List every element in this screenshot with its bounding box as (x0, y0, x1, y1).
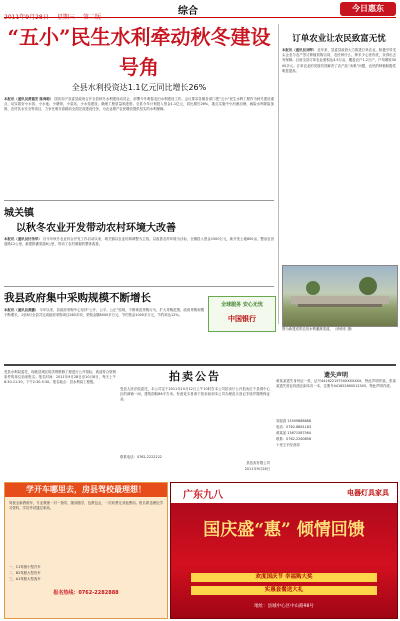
top-article (4, 20, 274, 195)
driving-school-item-3: 三、A1驾照大型客车 (9, 577, 41, 581)
right-notice-line-3: 黄某某 13671587564 (276, 431, 311, 435)
section-divider (4, 364, 396, 366)
store-brand: 广东九八 (183, 490, 223, 501)
right-notice-line-5: 十里王平经营部 (276, 443, 300, 447)
auction-notice (120, 368, 270, 478)
driving-school-title: 学开车哪里去，房县驾校最理想！ (5, 483, 167, 497)
mid-article-body: 自今年秋冬农业综合开发工作启动以来，城关镇以农业结构调整为主线，以改善农村环境为目标，全镇投入资金1500万元，新开发土地800亩，整治农田道路12公里，新建排灌渠道8公里，带动了农村面貌的整体改善。 (4, 237, 274, 247)
auction-date: 2011年9月28日 (244, 467, 270, 471)
auction-company: 县拍卖有限公司 (246, 461, 270, 465)
store-brand-2: 电器灯具家具 (347, 489, 389, 497)
right-notice (276, 370, 396, 480)
mid-article-title: 城关镇 (4, 208, 34, 219)
top-article-body: 国庆前夕县委县政府召开全县秋冬水利建设动员会，部署今冬明春农田水利建设工作。会议要求各镇各部门把“五小”民生水利工程作为秋冬建设重点，切实抓好小水窖、小水池、小塘坝、小泵站、小水渠建设，确保工程质量和进度。全县今年计划投入资金1.1亿元，同比增长26%，重点实施中小河流治理、病险水库除险加固、农村饮水安全等项目，力争在明年春耕前全面完成建设任务，为农业增产农民增收提供坚实的水利保障。 (4, 97, 274, 112)
mid-article-subtitle: 以秋冬农业开发带动农村环境大改善 (16, 223, 176, 234)
paper-logo-text: 今日惠东 (352, 4, 384, 13)
news-photo (282, 265, 398, 327)
header-rule (4, 17, 396, 18)
right-article-byline: 本报讯（通讯员刘晖） (282, 48, 317, 52)
store-footer: 地址：县城中心区中山路98号 (254, 604, 314, 609)
mid-article-byline: 本报讯（通讯员付伟华） (4, 237, 42, 241)
photo-caption: 图为新建成的农田水利灌溉渠道。（徐伟东 摄） (282, 327, 355, 331)
store-line-1: 欢度国庆节 幸福购大奖 (191, 573, 377, 582)
store-ad[interactable] (170, 482, 398, 619)
masthead (0, 0, 400, 20)
right-article-body: 近年来，县委县政府大力推进订单农业，积极引导龙头企业与农户签订种植收购合同，农民种什么、种多少心里有底，卖得出去有保障。目前全县订单农业面积达3.5万亩，覆盖农户1.2万户，户均增收3000多元。订单农业的发展有效解决了农产品“卖难”问题，农民的种植积极性明显提高。 (282, 48, 396, 73)
procurement-title: 我县政府集中采购规模不断增长 (4, 292, 151, 304)
bank-ad-slogan: 全球服务 安心无忧 (221, 302, 263, 308)
section-title: 综合 (178, 6, 198, 17)
photo-landscape-graphic (283, 266, 397, 326)
mid-article-body-wrap (4, 237, 274, 285)
bank-rule (4, 286, 274, 287)
top-article-title: “五小”民生水利牵动秋冬建设号角 (7, 25, 271, 79)
bank-ad[interactable] (208, 296, 276, 332)
left-notice: 受县水利局委托，现就县城区防洪堤维修工程进行公开招标，欢迎符合资格条件的单位前来报名。报名时间：2011年9月28日至10月8日，每天上午8:30-11:30，下午2:30-5:30。报名地点：县水利局工程股。 (4, 370, 116, 385)
driving-school-item-1: 一、C1驾照小型汽车 (9, 565, 41, 569)
right-notice-line-4: 联系：0762-2260856 (276, 437, 312, 441)
procurement-article (4, 290, 204, 360)
right-article (282, 24, 396, 264)
driving-school-body: 驾校全新教练车，专业教练一对一指导，随到随学，包教包会，一次收费无其他费用。报名即送理论学习资料，学员考试通过率高。 (9, 501, 163, 511)
right-notice-line-1: 刘迎春 13509888888 (276, 419, 311, 423)
bank-ad-name: 中国银行 (228, 315, 256, 323)
right-article-body-wrap (282, 48, 396, 263)
procurement-byline: 本报讯（通讯员黄鹏） (4, 308, 39, 312)
paper-logo (340, 2, 396, 16)
right-notice-title: 遗失声明 (323, 372, 348, 379)
auction-body: 受县人民法院委托，本公司定于2011年10月12日上午10时在本公司拍卖厅公开拍卖位于县城中心区的商铺一间，建筑面积86平方米。有意竞买者请于拍卖前到本公司办理竞买登记手续并缴纳保证金。 (120, 387, 270, 402)
auction-contact: 联系电话：0762-2222222 (120, 455, 162, 459)
column-divider (278, 24, 279, 324)
driving-school-ad[interactable] (4, 482, 168, 619)
store-ad-topbar (171, 483, 397, 503)
auction-title: 拍卖公告 (169, 370, 221, 383)
mid-rule (4, 200, 274, 201)
right-notice-body: 黄某某遗失身份证一张，证号4416221975XXXXXXXX，特此声明作废。张某某遗失营业执照正副本各一本，注册号441622600012345，特此声明作废。 (276, 379, 396, 389)
driving-school-phone: 报名热线：0762-2282888 (53, 590, 119, 596)
procurement-body-wrap (4, 308, 204, 363)
store-headline: 国庆盛“惠” 倾情回馈 (203, 520, 365, 540)
driving-school-item-2: 二、B2驾照大型货车 (9, 571, 41, 575)
top-article-byline: 本报讯（通讯员黄镇安 陈海彬） (4, 97, 54, 101)
mid-article (4, 204, 274, 284)
store-line-2: 实惠套餐送大礼 (191, 586, 377, 595)
procurement-body: 今年以来，县政府采购中心坚持“公开、公平、公正”原则，不断规范采购行为，扩大采购范围，政府采购规模不断增长。1至8月全县共完成政府采购项目260多项，采购金额8000多万元，节约资金1000多万元，节约率达12%。 (4, 308, 204, 318)
right-article-title: 订单农业让农民致富无忧 (292, 34, 386, 44)
right-notice-line-2: 电话：0762-8881183 (276, 425, 312, 429)
top-article-subtitle: 全县水利投资达1.1亿元同比增长26% (71, 83, 207, 92)
